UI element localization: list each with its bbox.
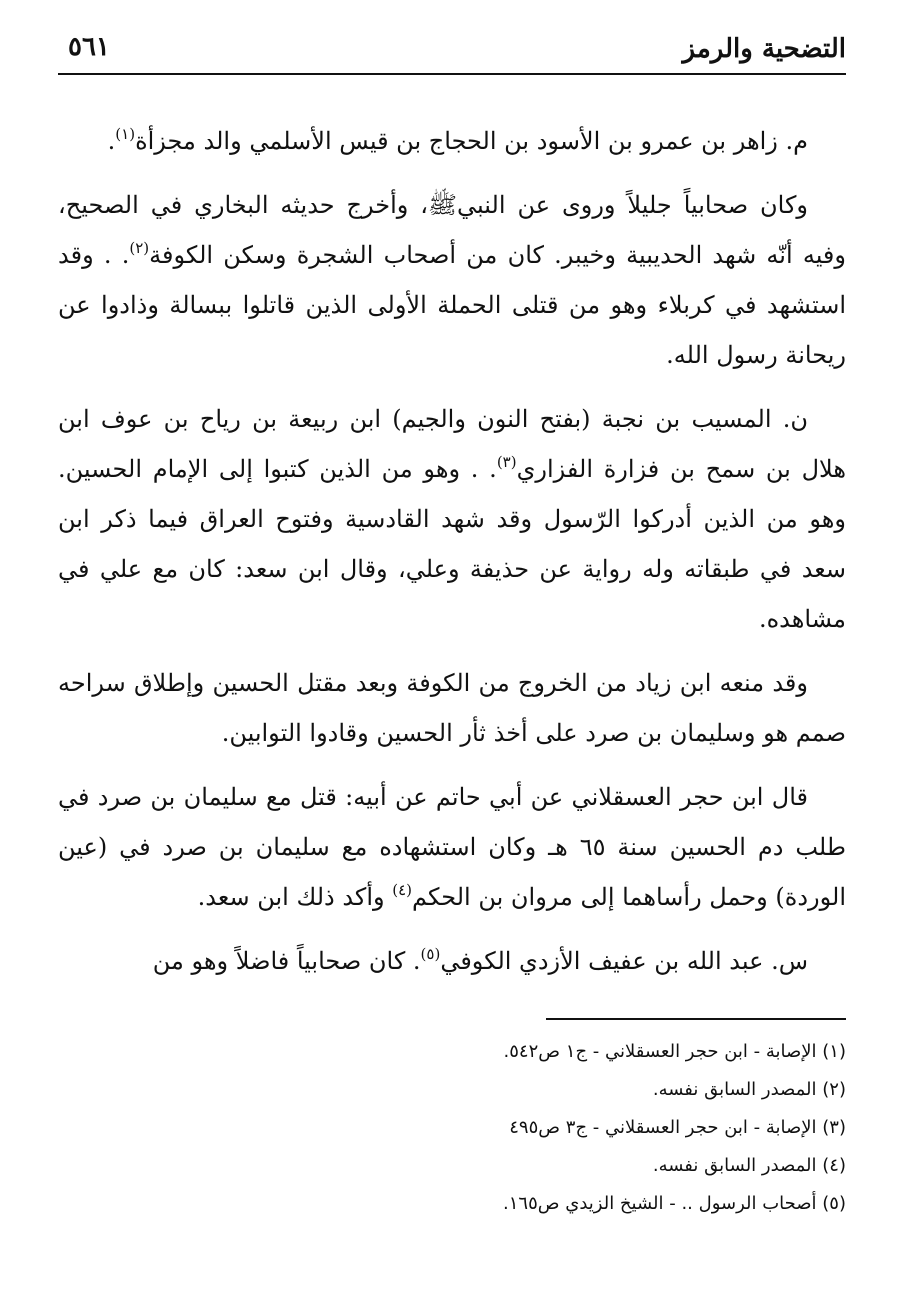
header-rule	[58, 73, 846, 75]
book-page	[58, 28, 846, 1278]
paragraph-text: وكان صحابياً جليلاً وروى عن النبيﷺ، وأخرج حديثه البخاري في الصحيح، وفيه أنّه شهد الحديبية وخيبر. كان من أصحاب الشجرة وسكن الكوفة	[58, 191, 846, 269]
footnote-ref-4: (٤)	[392, 881, 413, 899]
footnotes	[58, 1033, 846, 1223]
footnote-2: (٢) المصدر السابق نفسه.	[652, 1079, 846, 1100]
footnote-ref-2: (٢)	[129, 239, 150, 257]
footnote-4: (٤) المصدر السابق نفسه.	[652, 1155, 846, 1176]
footnote-5: (٥) أصحاب الرسول .. - الشيخ الزيدي ص١٦٥.	[503, 1193, 846, 1214]
running-header	[58, 28, 846, 72]
paragraph-text: ن. المسيب بن نجبة (بفتح النون والجيم) ابن ربيعة بن رياح بن عوف ابن هلال بن سمح بن فزارة الفزاري	[58, 405, 847, 483]
paragraph-ibn-ziyad	[58, 658, 846, 758]
paragraph-zahir	[58, 116, 846, 166]
chapter-title: التضحية والرمز	[682, 34, 846, 64]
paragraph-musayyab	[58, 394, 846, 644]
footnote-3: (٣) الإصابة - ابن حجر العسقلاني - ج٣ ص٤٩٥	[509, 1117, 846, 1138]
footnote-1: (١) الإصابة - ابن حجر العسقلاني - ج١ ص٥٤٢.	[503, 1041, 846, 1062]
paragraph-text: . كان صحابياً فاضلاً وهو من	[152, 947, 421, 975]
footnote-rule	[546, 1018, 846, 1020]
paragraph-text: س. عبد الله بن عفيف الأزدي الكوفي	[440, 947, 808, 975]
paragraph-text: . . وقد استشهد في كربلاء وهو من قتلى الحملة الأولى الذين قاتلوا ببسالة وذادوا عن ريحانة رسول الله.	[58, 241, 846, 369]
footnote-ref-3: (٣)	[496, 453, 517, 471]
paragraph-text: م. زاهر بن عمرو بن الأسود بن الحجاج بن قيس الأسلمي والد مجزأة	[135, 127, 808, 155]
paragraph-text: وقد منعه ابن زياد من الخروج من الكوفة وبعد مقتل الحسين وإطلاق سراحه صمم هو وسليمان بن صرد على أخذ ثأر الحسين وقادوا التوابين.	[58, 669, 846, 747]
paragraph-ibn-hajar	[58, 772, 846, 922]
paragraph-text: قال ابن حجر العسقلاني عن أبي حاتم عن أبيه: قتل مع سليمان بن صرد في طلب دم الحسين سنة ٦٥ هـ وكان استشهاده مع سليمان بن صرد في (عين الوردة) وحمل رأساهما إلى مروان بن الحكم	[58, 783, 846, 911]
body-text	[58, 116, 846, 1000]
page-number: ٥٦١	[68, 32, 110, 62]
paragraph-text: وأكد ذلك ابن سعد.	[197, 883, 393, 911]
paragraph-zahir-bio	[58, 180, 846, 380]
paragraph-text: .	[107, 127, 116, 155]
footnote-ref-1: (١)	[115, 125, 136, 143]
paragraph-abdullah-afif	[58, 936, 846, 986]
paragraph-text: . . وهو من الذين كتبوا إلى الإمام الحسين. وهو من الذين أدركوا الرّسول وقد شهد القادسية وفتوح العراق فيما ذكر ابن سعد في طبقاته وله رواية عن حذيفة وعلي، وقال ابن سعد: كان مع علي في مشاهده.	[58, 455, 846, 633]
footnote-ref-5: (٥)	[420, 945, 441, 963]
